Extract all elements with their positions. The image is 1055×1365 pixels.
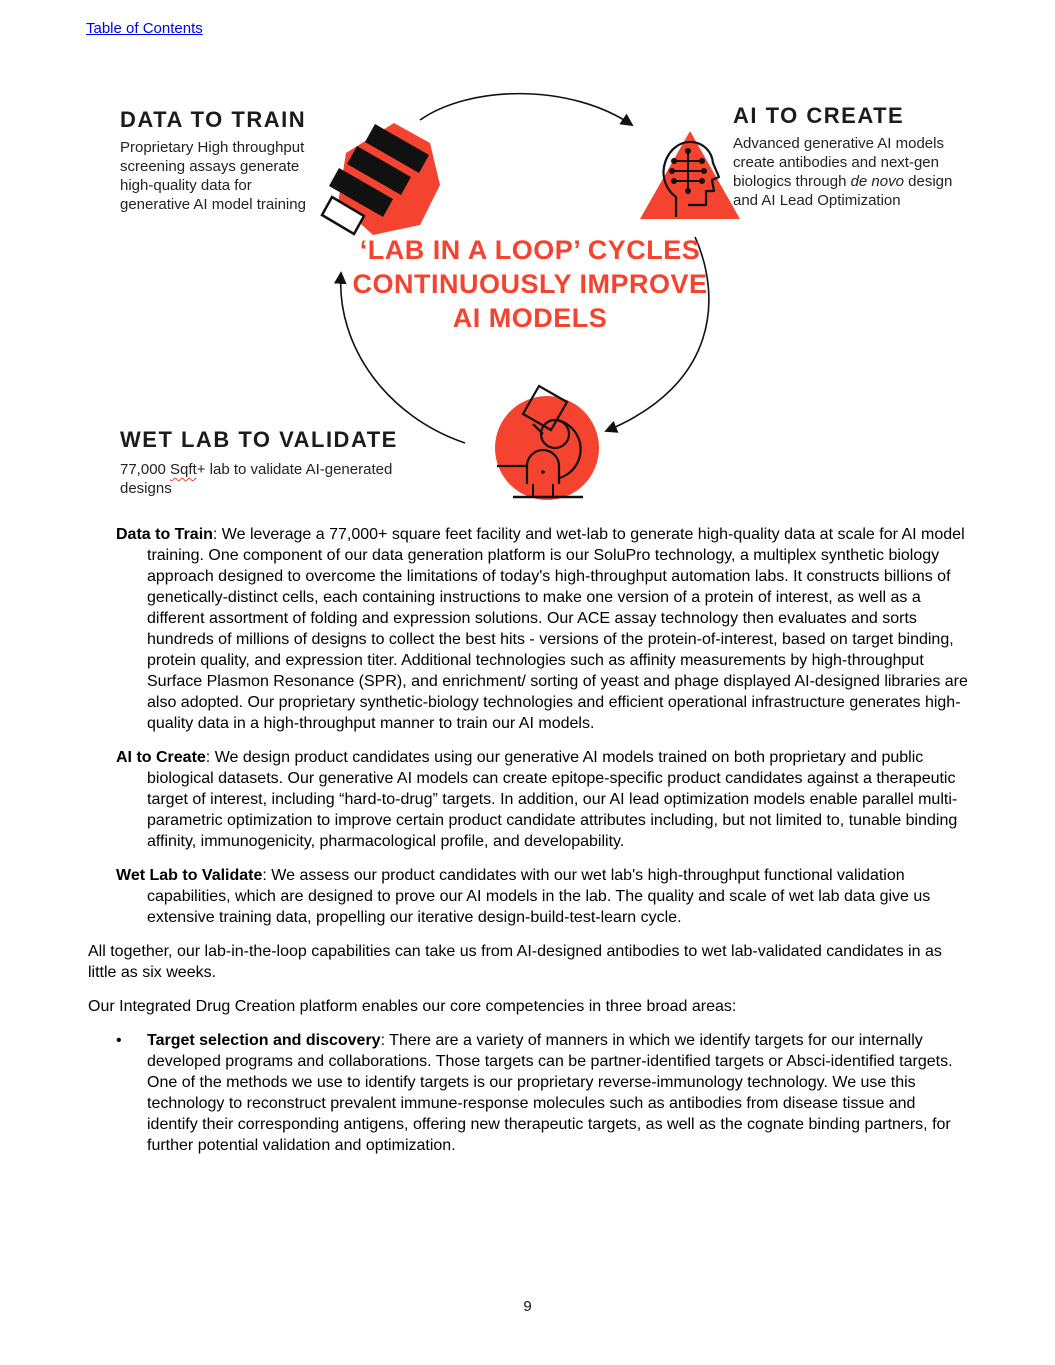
assay-plates-icon [316,111,448,249]
paragraph-lead: AI to Create [116,749,206,766]
node-desc-data-to-train: Proprietary High throughput screening assays generate high-quality data for generative AI model training [120,139,306,213]
paragraph-all-together: All together, our lab-in-the-loop capabilities can take us from AI-designed antibodies to wet lab-validated candidates in as little as six weeks. [88,943,942,981]
ai-head-icon [636,125,744,223]
node-desc-wet-lab-to-validate: 77,000 Sqft+ lab to validate AI-generated designs [120,461,393,497]
paragraph-data-to-train: Data to Train: We leverage a 77,000+ square feet facility and wet-lab to generate high-quality data at scale for AI model training. One component of our data generation platform is our SoluPro technology, a multiplex synthetic biology approach designed to overcome the limitations of today's high-throughput automation labs. It constructs billions of genetically-distinct cells, each containing instructions to make one version of a protein of interest, as well as a different assortment of folding and expression solutions. Our ACE assay technology then evaluates and sorts hundreds of millions of designs to collect the best hits - versions of the protein-of-interest, based on target binding, protein quality, and expression titer. Additional technologies such as affinity measurements by high-throughput Surface Plasmon Resonance (SPR), and enrichment/ sorting of yeast and phage displayed AI-designed libraries are also adopted. Our proprietary synthetic-biology technologies and efficient operational infrastructure generates high-quality data in a high-throughput manner to train our AI models. [116,526,968,732]
paragraph-ai-to-create: AI to Create: We design product candidates using our generative AI models trained on both proprietary and public biological datasets. Our generative AI models can create epitope-specific product candidates against a therapeutic target of interest, including “hard-to-drug” targets. In addition, our AI lead optimization models enable parallel multi-parametric optimization to improve certain product candidate attributes including, but not limited to, tunable binding affinity, immunogenicity, pharmacological profile, and developability. [116,749,958,850]
node-title-data-to-train: DATA TO TRAIN [120,107,307,132]
paragraph-core-competencies: Our Integrated Drug Creation platform enables our core competencies in three broad areas: [88,998,737,1015]
bullet-glyph: • [116,1032,122,1049]
body-copy [88,524,968,1169]
paragraph-lead: Data to Train [116,526,213,543]
table-of-contents-link[interactable]: Table of Contents [86,20,203,37]
misspelling-squiggle: Sqft [170,461,197,478]
paragraph-wet-lab-to-validate: Wet Lab to Validate: We assess our product candidates with our wet lab's high-throughput functional validation capabilities, which are designed to prove our AI models in the lab. The quality and scale of wet lab data give us extensive training data, propelling our iterative design-build-test-learn cycle. [116,867,931,926]
node-title-ai-to-create: AI TO CREATE [733,103,905,128]
page-number: 9 [523,1298,532,1315]
node-title-wet-lab-to-validate: WET LAB TO VALIDATE [120,427,398,452]
microscope-icon [483,380,611,514]
paragraph-lead: Wet Lab to Validate [116,867,263,884]
node-desc-ai-to-create: Advanced generative AI models create antibodies and next-gen biologics through de novo design and AI Lead Optimization [733,135,953,209]
diagram-headline: ‘LAB IN A LOOP’ CYCLES CONTINUOUSLY IMPROVE AI MODELS [352,235,708,333]
lab-in-a-loop-diagram [0,85,1055,525]
bullet-target-selection: • Target selection and discovery: There are a variety of manners in which we identify targets for our internally developed programs and collaborations. Those targets can be partner-identified targets or Absci-identified targets. One of the methods we use to identify targets is our proprietary reverse-immunology technology. We use this technology to reconstruct prevalent immune-response molecules such as antibodies from disease tissue and identify their corresponding antigens, offering new therapeutic targets, as well as the cognate binding partners, for further potential validation and optimization. [88,1030,968,1156]
paragraph-lead: Target selection and discovery [147,1032,381,1049]
